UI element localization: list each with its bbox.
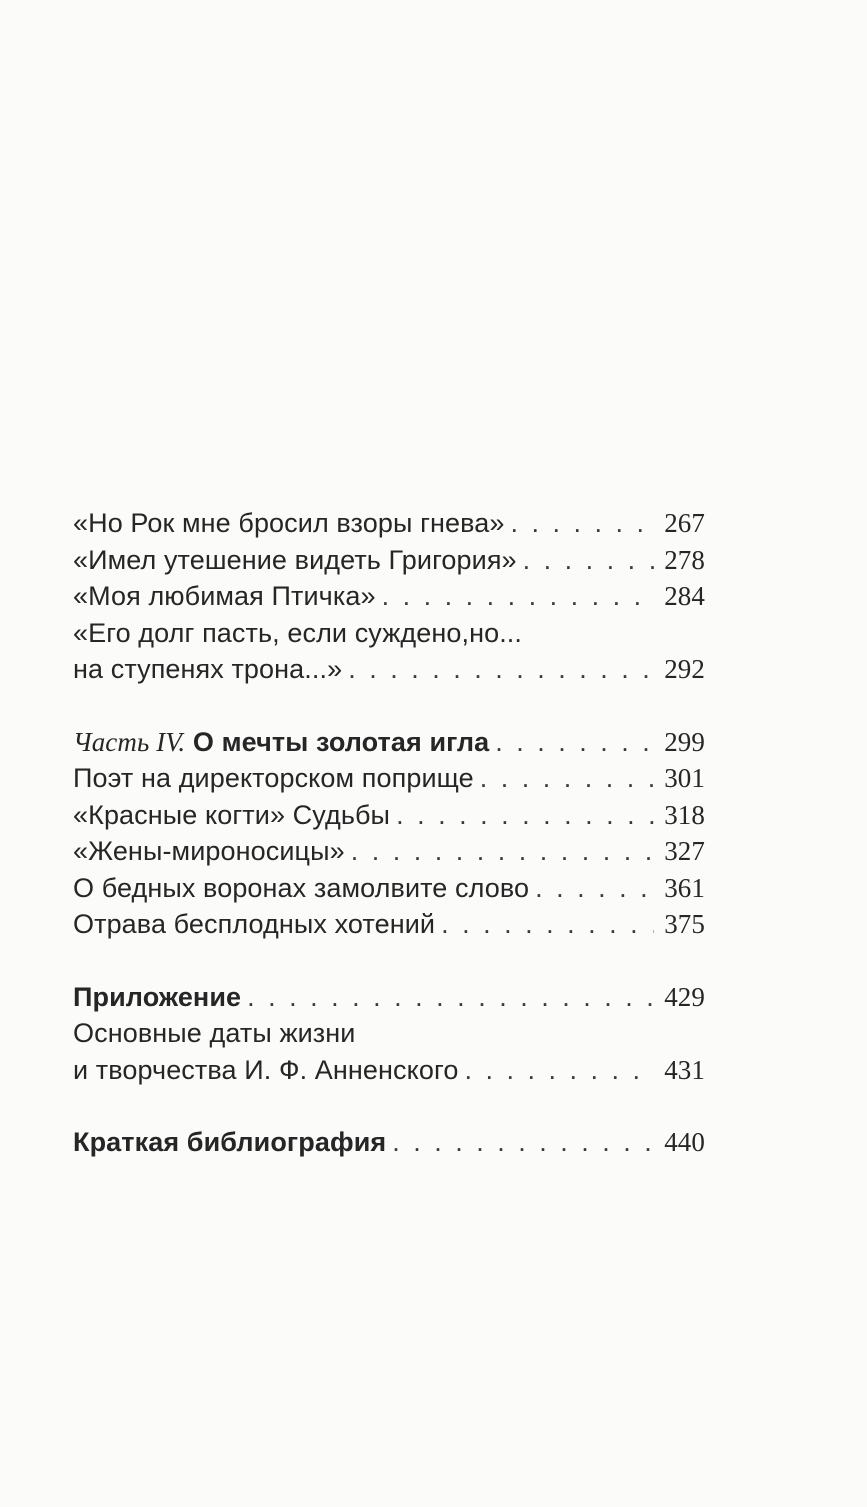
- toc-entry-page: 440: [664, 1127, 705, 1157]
- toc-entry-page: 301: [664, 763, 705, 793]
- toc-bibliography-heading: [73, 1124, 705, 1161]
- toc-group-part-4: [73, 724, 705, 943]
- toc-entry-title: Отрава бесплодных хотений: [73, 909, 436, 939]
- toc-entry: [73, 542, 705, 579]
- toc-entry: [73, 578, 705, 615]
- toc-entry-title: «Моя любимая Птичка»: [73, 581, 376, 611]
- toc-entry-page: 267: [664, 508, 705, 538]
- toc-appendix-heading: [73, 979, 705, 1016]
- dot-leader: [441, 906, 654, 943]
- dot-leader: [247, 979, 654, 1016]
- toc-entry-title: «Имел утешение видеть Григория»: [73, 544, 517, 575]
- toc-entry: [73, 833, 705, 870]
- toc-entry-page: 318: [664, 799, 705, 830]
- bibliography-title: Краткая библиография: [73, 1127, 387, 1157]
- toc-entry-title-line-2: и творчества И. Ф. Анненского: [73, 1054, 459, 1085]
- toc-group-part-3-end: [73, 505, 705, 688]
- table-of-contents: [73, 505, 705, 1161]
- toc-entry-page: 292: [664, 654, 705, 684]
- toc-entry: [73, 1052, 705, 1089]
- toc-entry-page: 284: [664, 581, 705, 611]
- dot-leader: [480, 760, 654, 797]
- dot-leader: [523, 542, 655, 579]
- toc-group-appendix: [73, 979, 705, 1089]
- toc-entry: [73, 760, 705, 797]
- toc-entry: [73, 870, 705, 907]
- toc-entry-title: «Жены-мироносицы»: [73, 836, 345, 866]
- toc-entry: [73, 651, 705, 688]
- dot-leader: [464, 1052, 654, 1089]
- toc-entry-page: 361: [664, 872, 705, 903]
- dot-leader: [396, 797, 654, 834]
- toc-entry-title: О бедных воронах замолвите слово: [73, 872, 530, 903]
- toc-entry-page: 299: [664, 726, 705, 757]
- dot-leader: [392, 1124, 654, 1161]
- toc-group-bibliography: [73, 1124, 705, 1161]
- toc-entry-title-line-1: Основные даты жизни: [73, 1018, 356, 1048]
- dot-leader: [511, 505, 655, 542]
- toc-entry-page: 429: [664, 981, 705, 1012]
- toc-entry-page: 431: [664, 1054, 705, 1085]
- toc-entry-title: Поэт на директорском поприще: [73, 763, 474, 793]
- dot-leader: [351, 833, 654, 870]
- toc-entry-title: «Но Рок мне бросил взоры гнева»: [73, 508, 505, 538]
- toc-entry-title: «Красные когти» Судьбы: [73, 799, 391, 830]
- toc-part-heading: [73, 724, 705, 761]
- dot-leader: [348, 651, 654, 688]
- toc-entry: [73, 906, 705, 943]
- toc-entry-page: 375: [664, 909, 705, 939]
- toc-entry-page: 278: [664, 544, 705, 575]
- toc-entry-title-line-2: на ступенях трона...»: [73, 654, 343, 684]
- toc-entry-title-line-1: «Его долг пасть, если суждено,но...: [73, 617, 522, 648]
- toc-entry: [73, 797, 705, 834]
- toc-entry: [73, 505, 705, 542]
- appendix-title: Приложение: [73, 981, 242, 1012]
- toc-entry-page: 327: [664, 836, 705, 866]
- part-title: О мечты золотая игла: [192, 726, 490, 757]
- toc-part-title-wrap: [73, 724, 489, 761]
- dot-leader: [382, 578, 655, 615]
- part-label: Часть IV.: [73, 726, 186, 757]
- dot-leader: [495, 724, 654, 761]
- dot-leader: [535, 870, 654, 907]
